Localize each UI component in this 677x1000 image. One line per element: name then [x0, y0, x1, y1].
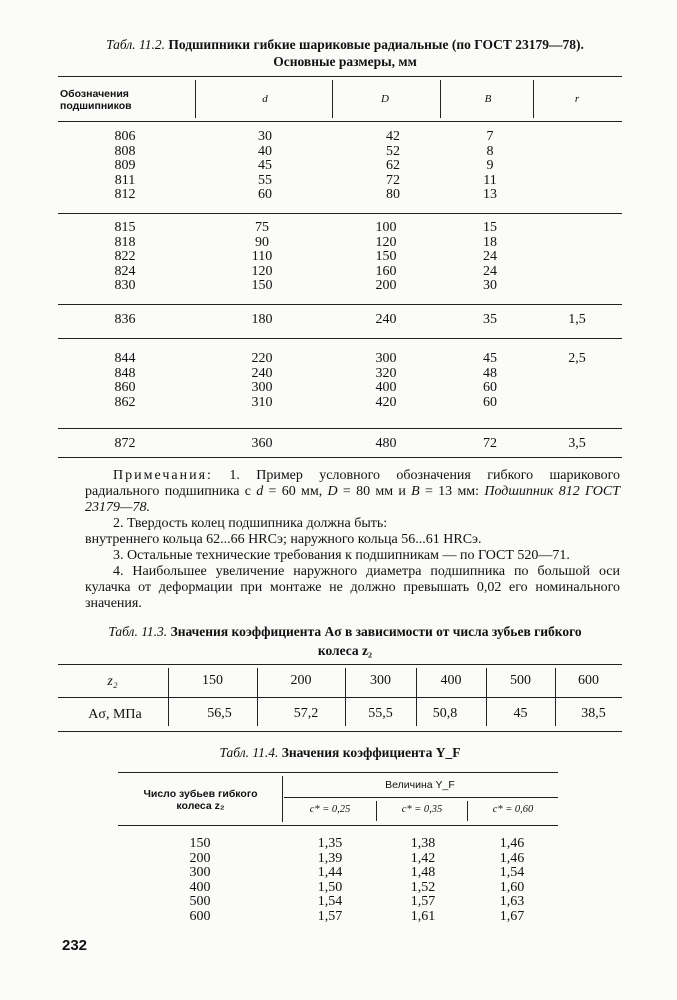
notes	[85, 468, 620, 612]
header-designation: Обозначения подшипников	[60, 88, 132, 112]
subheader-rule	[284, 797, 558, 798]
group4-r: 2,5	[568, 351, 586, 366]
header-value: Величина Y_F	[385, 779, 455, 791]
table-11-3-caption	[60, 622, 630, 660]
c025-column: 1,35 1,39 1,44 1,50 1,54 1,57	[317, 836, 343, 924]
group5-B: 72	[483, 436, 497, 451]
group-rule	[58, 213, 622, 214]
group3-B: 35	[483, 312, 497, 327]
header-divider	[282, 776, 283, 822]
row-label-A: Aσ, МПа	[88, 707, 142, 722]
A-value: 45	[513, 706, 528, 721]
header-D: D	[381, 93, 389, 105]
table-11-2-caption	[60, 36, 630, 70]
note-1	[85, 468, 620, 516]
group4-designation: 844 848 860 862	[114, 351, 136, 410]
group4-B: 45 48 60 60	[483, 351, 497, 410]
note-1-text: = 13 мм:	[419, 484, 485, 499]
group5-D: 480	[375, 436, 397, 451]
header-teeth: Число зубьев гибкого колеса z₂	[143, 788, 258, 812]
group1-D: 42 52 62 72 80	[386, 129, 400, 203]
teeth-column: 150 200 300 400 500 600	[189, 836, 211, 924]
note-3: 3. Остальные технические требования к подшипникам — по ГОСТ 520—71.	[113, 548, 570, 563]
table-11-3-bottom-rule	[58, 731, 622, 732]
z2-value: 150	[202, 673, 223, 688]
note-1-B: B	[411, 484, 420, 499]
A-value: 50,8	[432, 706, 458, 721]
z2-value: 300	[370, 673, 391, 688]
notes-label: Примечания:	[113, 468, 213, 483]
header-divider	[533, 80, 534, 118]
header-divider	[440, 80, 441, 118]
z2-value: 400	[440, 673, 462, 688]
group3-r: 1,5	[568, 312, 586, 327]
header-divider	[195, 80, 196, 118]
table-11-2-bottom-rule	[58, 457, 622, 458]
A-value: 57,2	[293, 706, 319, 721]
group3-D: 240	[375, 312, 397, 327]
note-1-text: = 80 мм и	[337, 484, 412, 499]
group1-B: 7 8 9 11 13	[483, 129, 497, 203]
note-1-text: = 60 мм,	[263, 484, 328, 499]
caption-prefix: Табл. 11.4.	[219, 745, 279, 760]
group-rule	[58, 304, 622, 305]
note-1-d: d	[256, 484, 264, 499]
z2-value: 500	[510, 673, 531, 688]
group1-designation: 806 808 809 811 812	[114, 129, 136, 203]
group4-D: 300 320 400 420	[375, 351, 397, 410]
group2-B: 15 18 24 24 30	[483, 220, 497, 294]
subheader-c060: c* = 0,60	[492, 804, 534, 815]
header-d: d	[262, 93, 268, 105]
caption-prefix: Табл. 11.2.	[106, 37, 165, 52]
page-number: 232	[62, 937, 88, 954]
subheader-c035: c* = 0,35	[401, 804, 443, 815]
table-11-4-caption	[100, 745, 580, 761]
c035-column: 1,38 1,42 1,48 1,52 1,57 1,61	[410, 836, 436, 924]
table-11-3-mid-rule	[58, 697, 622, 698]
group2-D: 100 120 150 160 200	[375, 220, 397, 294]
group2-designation: 815 818 822 824 830	[114, 220, 136, 294]
group-rule	[58, 428, 622, 429]
caption-line2: Основные размеры, мм	[273, 54, 417, 69]
group3-designation: 836	[114, 312, 136, 327]
table-11-2-header-rule	[58, 121, 622, 122]
table-11-4-top-rule	[118, 772, 558, 773]
row-label-z2: z₂	[107, 674, 118, 689]
group5-designation: 872	[114, 436, 136, 451]
group1-d: 30 40 45 55 60	[258, 129, 272, 203]
note-2: 2. Твердость колец подшипника должна быть:	[113, 516, 388, 531]
caption-line1: Значения коэффициента Aσ в зависимости от числа зубьев гибкого	[170, 624, 582, 639]
group5-d: 360	[251, 436, 273, 451]
group-rule	[58, 338, 622, 339]
header-divider	[332, 80, 333, 118]
note-1-example: Подшипник 812 ГОСТ 23179—78.	[85, 484, 620, 515]
table-11-4-header-rule	[118, 825, 558, 826]
note-1-D: D	[327, 484, 338, 499]
subheader-c025: c* = 0,25	[309, 804, 351, 815]
group3-d: 180	[251, 312, 273, 327]
c060-column: 1,46 1,46 1,54 1,60 1,63 1,67	[499, 836, 525, 924]
z2-value: 600	[578, 673, 599, 688]
A-value: 56,5	[207, 706, 232, 721]
caption-text: Значения коэффициента Y_F	[281, 745, 461, 760]
note-2-detail: внутреннего кольца 62...66 HRCэ; наружного кольца 56...61 HRCэ.	[85, 532, 482, 547]
caption-prefix: Табл. 11.3.	[108, 624, 168, 639]
caption-line2: колеса z₂	[317, 643, 373, 658]
header-B: B	[484, 93, 492, 105]
group4-d: 220 240 300 310	[251, 351, 273, 410]
table-11-2-top-rule	[58, 76, 622, 77]
A-value: 38,5	[581, 706, 606, 721]
z2-value: 200	[290, 673, 312, 688]
note-4: 4. Наибольшее увеличение наружного диаметра подшипника по большой оси кулачка от деформации при монтаже не должно превышать 0,02 его номинального значения.	[85, 564, 620, 611]
caption-line1: Подшипники гибкие шариковые радиальные (по ГОСТ 23179—78).	[168, 37, 584, 52]
group5-r: 3,5	[568, 436, 586, 451]
A-value: 55,5	[368, 706, 393, 721]
group2-d: 75 90 110 120 150	[251, 220, 273, 294]
header-r: r	[574, 93, 580, 105]
table-11-3-top-rule	[58, 664, 622, 665]
note-1-text: 1. Пример условного обозначения гибкого шарикового радиального подшипника с	[85, 468, 620, 499]
